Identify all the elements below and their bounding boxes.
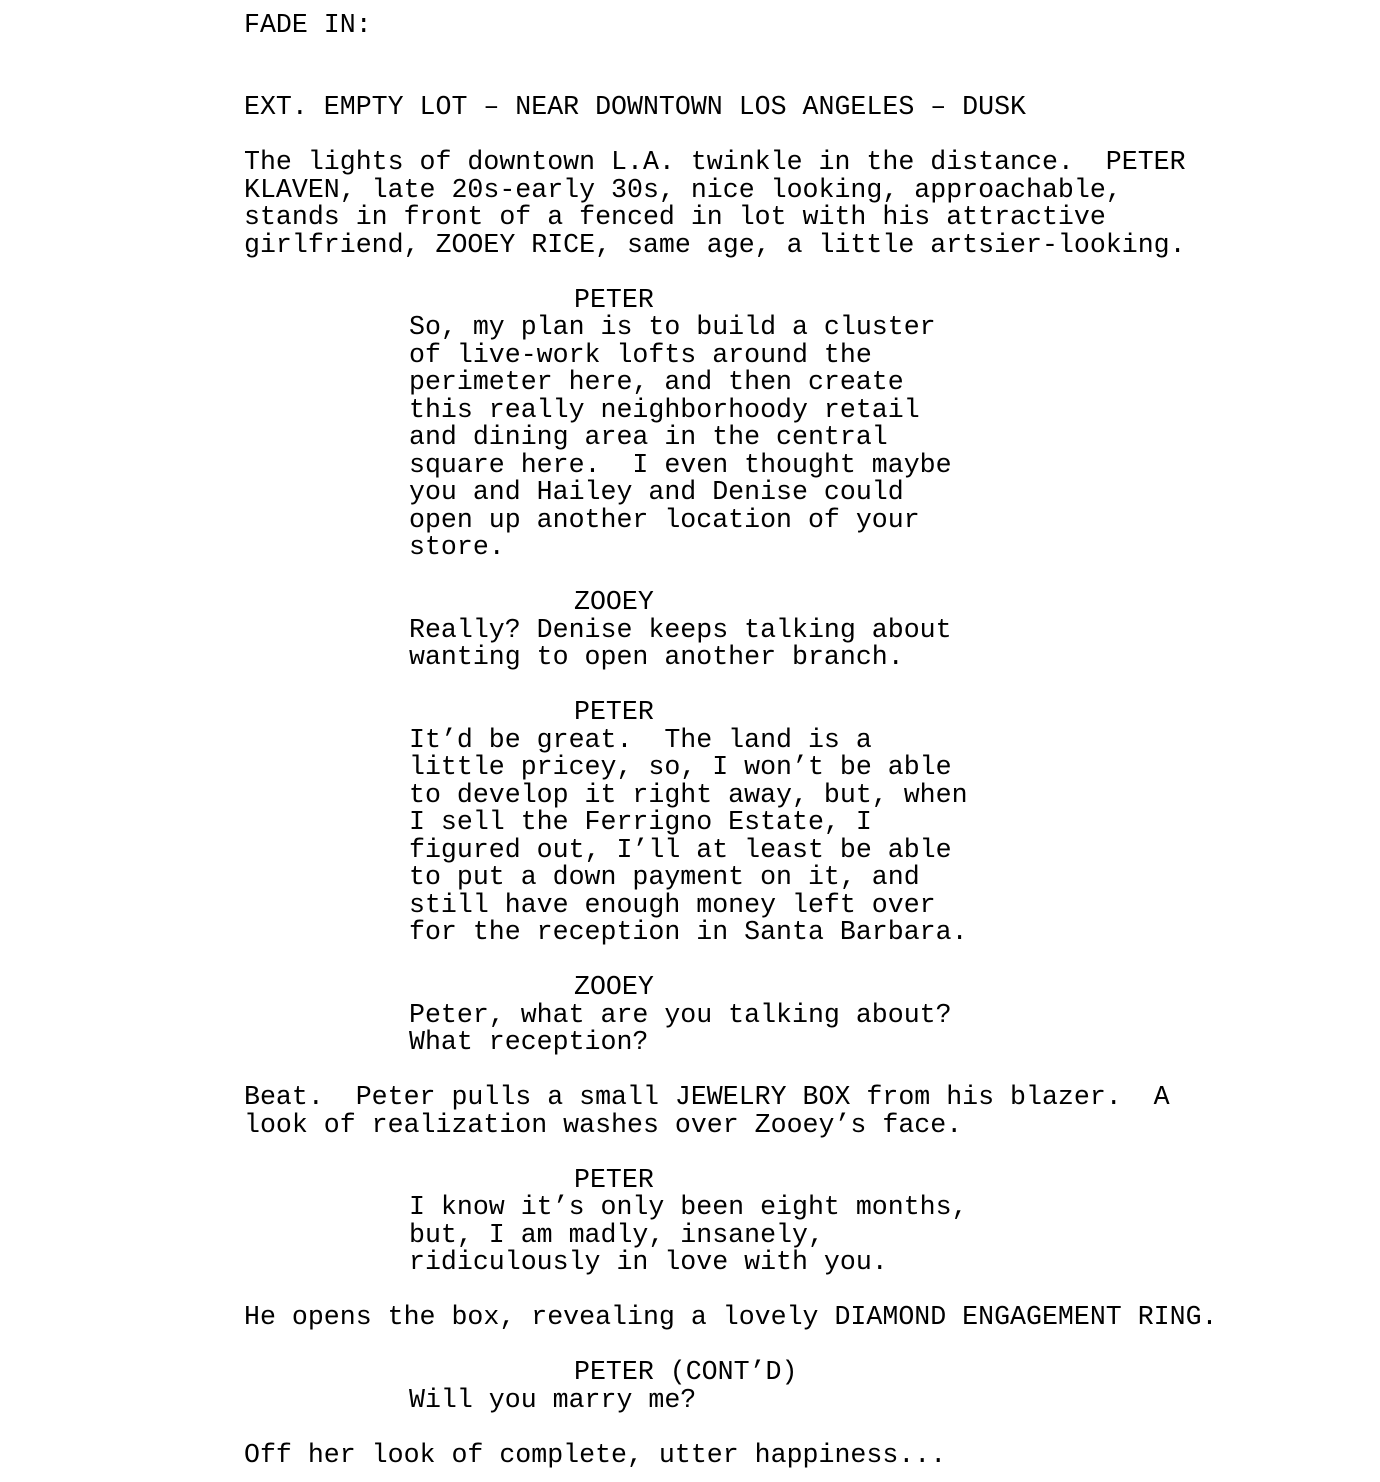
scene-heading: EXT. EMPTY LOT – NEAR DOWNTOWN LOS ANGELES – DUSK	[244, 92, 1026, 122]
character-name: PETER	[574, 285, 654, 315]
dialogue-line: Will you marry me?	[409, 1385, 697, 1415]
dialogue-line: and dining area in the central	[409, 422, 888, 452]
action-line: KLAVEN, late 20s-early 30s, nice looking, approachable,	[244, 175, 1122, 205]
character-name: PETER	[574, 697, 654, 727]
action-line: Off her look of complete, utter happiness...	[244, 1440, 947, 1470]
dialogue-line: to put a down payment on it, and	[409, 862, 920, 892]
dialogue-line: I sell the Ferrigno Estate, I	[409, 807, 872, 837]
action-line: He opens the box, revealing a lovely DIAMOND ENGAGEMENT RING.	[244, 1302, 1218, 1332]
dialogue-line: So, my plan is to build a cluster	[409, 312, 936, 342]
character-name: ZOOEY	[574, 972, 654, 1002]
dialogue-line: figured out, I’ll at least be able	[409, 835, 952, 865]
dialogue-line: still have enough money left over	[409, 890, 936, 920]
dialogue-line: but, I am madly, insanely,	[409, 1220, 824, 1250]
dialogue-line: of live-work lofts around the	[409, 340, 872, 370]
action-line: look of realization washes over Zooey’s face.	[244, 1110, 963, 1140]
dialogue-line: What reception?	[409, 1027, 649, 1057]
action-line: girlfriend, ZOOEY RICE, same age, a little artsier-looking.	[244, 230, 1186, 260]
character-name: PETER	[574, 1165, 654, 1195]
dialogue-line: little pricey, so, I won’t be able	[409, 752, 952, 782]
action-line: Beat. Peter pulls a small JEWELRY BOX from his blazer. A	[244, 1082, 1170, 1112]
dialogue-line: ridiculously in love with you.	[409, 1247, 888, 1277]
dialogue-line: open up another location of your	[409, 505, 920, 535]
dialogue-line: It’d be great. The land is a	[409, 725, 872, 755]
dialogue-line: to develop it right away, but, when	[409, 780, 968, 810]
dialogue-line: square here. I even thought maybe	[409, 450, 952, 480]
transition: FADE IN:	[244, 10, 372, 40]
dialogue-line: for the reception in Santa Barbara.	[409, 917, 968, 947]
character-name: ZOOEY	[574, 587, 654, 617]
dialogue-line: perimeter here, and then create	[409, 367, 904, 397]
dialogue-line: this really neighborhoody retail	[409, 395, 920, 425]
action-line: The lights of downtown L.A. twinkle in the distance. PETER	[244, 147, 1186, 177]
dialogue-line: store.	[409, 532, 505, 562]
action-line: stands in front of a fenced in lot with his attractive	[244, 202, 1106, 232]
dialogue-line: Really? Denise keeps talking about	[409, 615, 952, 645]
dialogue-line: you and Hailey and Denise could	[409, 477, 904, 507]
dialogue-line: wanting to open another branch.	[409, 642, 904, 672]
dialogue-line: I know it’s only been eight months,	[409, 1192, 968, 1222]
character-name: PETER (CONT’D)	[574, 1357, 798, 1387]
dialogue-line: Peter, what are you talking about?	[409, 1000, 952, 1030]
